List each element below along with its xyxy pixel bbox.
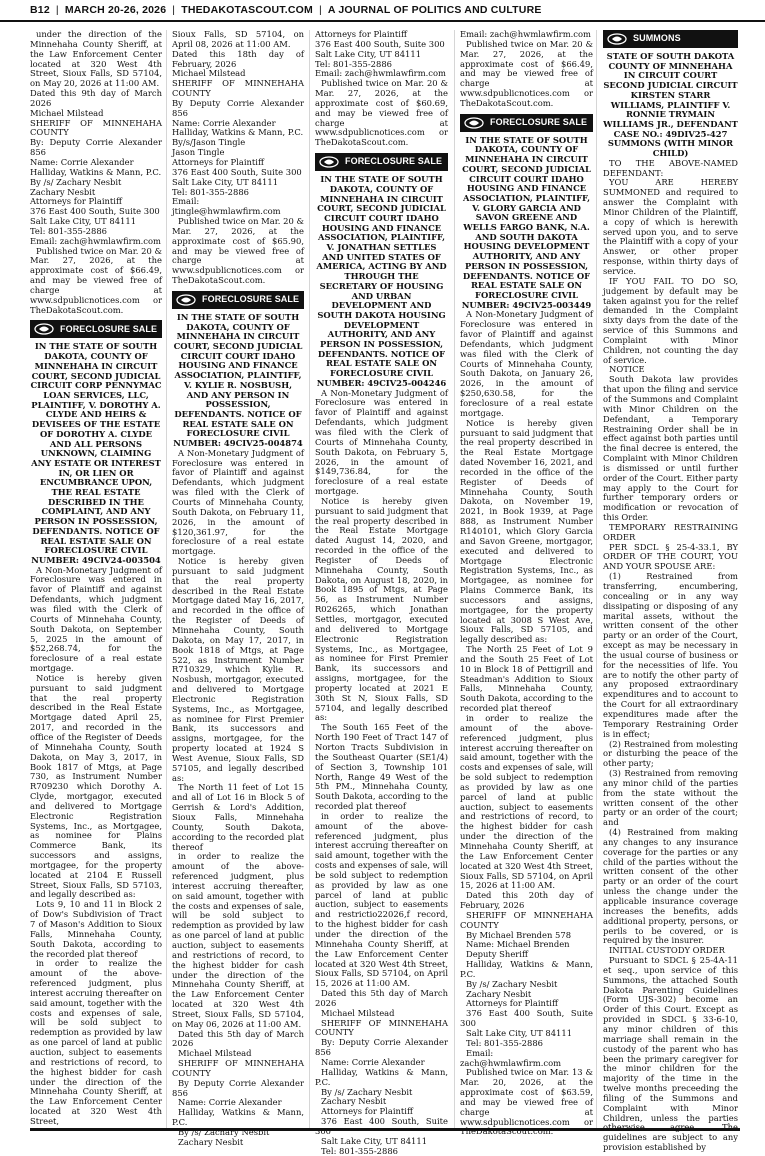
foreclosure-sale-banner <box>315 153 448 171</box>
notice-paragraph: A Non-Monetary Judgment of Foreclosure was entered in favor of Plaintiff and against Defendants, which judgment was filed with the Clerk of Courts of Minnehaha County, South Dakota, on January 26, 2026, in the amount of $250,630.58, for the foreclosure of a real estate mortgage. <box>460 309 593 418</box>
notice-paragraph: By Michael Brenden 578 <box>466 929 572 940</box>
notice-paragraph: Halliday, Watkins & Mann, P.C. <box>172 127 304 138</box>
notice-body <box>30 566 162 1127</box>
notice-paragraph: in order to realize the amount of the above-referenced judgment, plus interest accruing thereafter on said amount, together with the costs and expenses of sale, will be sold subject to redemption as provided by law as one parcel of land at public auction, subject to easements and restrictio22026,f record, to the highest bidder for cash under the direction of the Minnehaha County Sheriff, at the Law Enforcement Center located at 320 West 4th Street, Sioux Falls, SD 57104, on April 15, 2026 at 11:00 AM. <box>315 810 448 989</box>
notice-paragraph: Salt Lake City, UT 84111 <box>466 1028 573 1038</box>
notice-paragraph: SHERIFF OF MINNEHAHA COUNTY <box>30 117 162 138</box>
notice-paragraph: Attorneys for Plaintiff <box>172 156 264 167</box>
notice-paragraph: Michael Milstead <box>178 1048 252 1059</box>
notice-paragraph: The South 165 Feet of the North 190 Feet of Tract 147 of Norton Tracts Subdivision in the Southeast Quarter (SE1/4) of Section 3, Township 101 North, Range 49 West of the 5th PM., Minnehaha County, South Dakota, according to the recorded plat thereof <box>315 722 448 812</box>
notice-paragraph: Salt Lake City, UT 84111 <box>30 216 137 227</box>
masthead <box>0 0 765 22</box>
notice-paragraph: Michael Milstead <box>172 68 246 79</box>
notice-tail <box>30 30 162 315</box>
separator: | <box>318 4 322 16</box>
notice-paragraph: By /s/ Zachary Nesbit <box>466 978 558 989</box>
scout-logo-icon <box>606 32 628 46</box>
notice-paragraph: Tel: 801-355-2886 <box>30 225 107 236</box>
notice-paragraph: Published twice on Mar. 20 & Mar. 27, 2026, at the approximate cost of $65.90, and may be viewed free of charge at www.sdpublicnotices.com or TheDakotaScout.com. <box>172 216 304 286</box>
notice-paragraph: The North 25 Feet of Lot 9 and the South 25 Feet of Lot 10 in Block 18 of Pettigrill and Steadman's Addition to Sioux Falls, Minnehaha County, South Dakota, according to the recorded plat thereof <box>460 644 593 714</box>
notice-paragraph: The North 11 feet of Lot 15 and all of Lot 16 in Block 5 of Gerrish & Lord's Addition, Sioux Falls, Minnehaha County, South Dakota, according to the recorded plat thereof <box>172 782 304 852</box>
notice-paragraph: South Dakota law provides that upon the filing and service of the Summons and Complaint with Minor Children on the Defendant, a Temporary Restraining Order shall be in effect against both parties until the final decree is entered, the Complaint with Minor Children is dismissed or until further order of the Court. Either party may apply to the Court for further temporary orders or modification or revocation of this Order. <box>603 374 738 523</box>
bottom-rule <box>30 1128 740 1131</box>
notice-paragraph: Lots 9, 10 and 11 in Block 2 of Dow's Subdivision of Tract 7 of Mason's Addition to Sioux Falls, Minnehaha County, South Dakota, according to the recorded plat thereof <box>30 899 162 959</box>
foreclosure-sale-banner <box>460 114 593 132</box>
notice-paragraph: Salt Lake City, UT 84111 <box>315 48 422 59</box>
notice-paragraph: Notice is hereby given pursuant to said judgment that the real property described in the Real Estate Mortgage dated November 16, 2021, and recorded in the office of the Register of Deeds of Minnehaha County, South Dakota, on November 19, 2021, in Book 1939, at Page 888, as Instrument Number R140101, which Glory Garcia and Savon Greene, mortgagor, executed and delivered to Mortgage Electronic Registration Systems, Inc., as Mortgagee, as nominee for Plains Commerce Bank, its successors and assigns, mortgagee, for the property located at 3008 S West Ave, Sioux Falls, SD 57105, and legally described as: <box>460 417 593 645</box>
notice-tail <box>315 30 448 148</box>
notice-paragraph: Email: zach@hwmlawfirm.com <box>460 1047 562 1068</box>
notice-paragraph: A Non-Monetary Judgment of Foreclosure was entered in favor of Plaintiff and against Defendants, which judgment was filed with the Clerk of Courts of Minnehaha County, South Dakota, on February 11, 2026, in the amount of $120,361.97, for the foreclosure of a real estate mortgage. <box>172 447 304 557</box>
notice-paragraph: Notice is hereby given pursuant to said judgment that the real property described in the Real Estate Mortgage dated April 25, 2017, and recorded in the office of the Register of Deeds of Minnehaha County, South Dakota, on May 3, 2017, in Book 1817 of Mtgs, at Page 730, as Instrument Number R709230 which Dorothy A. Clyde, mortgagor, executed and delivered to Mortgage Electronic Registration Systems, Inc., as Mortgagee, as nominee for Plains Commerce Bank, its successors and assigns, mortgagee, for the property located at 2104 E Russell Street, Sioux Falls, SD 57103, and legally described as: <box>30 672 162 900</box>
notice-paragraph: SHERIFF OF MINNEHAHA COUNTY <box>172 78 304 99</box>
notice-paragraph: Name: Corrie Alexander <box>172 117 276 128</box>
scout-logo-icon <box>318 155 340 169</box>
notice-paragraph: Dated this 20th day of February, 2026 <box>460 890 593 911</box>
page-number: B12 <box>30 4 50 16</box>
notice-paragraph: Dated this 5th day of March 2026 <box>315 988 448 1008</box>
tagline: A JOURNAL OF POLITICS AND CULTURE <box>327 4 542 16</box>
notice-paragraph: Email: zach@hwmlawfirm.com <box>460 29 591 39</box>
notice-paragraph: Published twice on Mar. 20 & Mar. 27, 2026, at the approximate cost of $60.69, and may be viewed free of charge at www.sdpublicnotices.com or TheDakotaScout.com. <box>315 78 448 148</box>
notice-paragraph: Michael Milstead <box>321 1007 395 1018</box>
notice-paragraph: under the direction of the Minnehaha County Sheriff, at the Law Enforcement Center located at 320 West 4th Street, Sioux Falls, SD 57104, on May 20, 2026 at 11:00 AM. <box>30 29 162 89</box>
notice-paragraph: Notice is hereby given pursuant to said judgment that the real property described in the Real Estate Mortgage dated May 16, 2017, and recorded in the office of the Register of Deeds of Minnehaha County, South Dakota, on May 17, 2017, in Book 1818 of Mtgs, at Page 522, as Instrument Number R710329, which Kylie R. Nosbush, mortgagor, executed and delivered to Mortgage Electronic Registration Systems, Inc., as Mortgagee, as nominee for First Premier Bank, its successors and assigns, mortgagee, for the property located at 1924 S West Avenue, Sioux Falls, SD 57105, and legally described as: <box>172 556 304 783</box>
notice-paragraph: SHERIFF OF MINNEHAHA COUNTY <box>315 1017 448 1038</box>
column-1 <box>30 30 162 1128</box>
notice-heading: IN THE STATE OF SOUTH DAKOTA, COUNTY OF MINNEHAHA IN CIRCUIT COURT, SECOND JUDICIAL CIRCUIT COURT IDAHO HOUSING AND FINANCE ASSOCIATION, PLAINTIFF, V. JONATHAN SETTLES AND UNITED STATES OF AMERICA, ACTING BY AND THROUGH THE SECRETARY OF HOUSING AND URBAN DEVELOPMENT AND SOUTH DAKOTA HOUSING DEVELOPMENT AUTHORITY, AND ANY PERSON IN POSSESSION, DEFENDANTS. NOTICE OF REAL ESTATE SALE ON FORECLOSURE CIVIL NUMBER: 49CIV25-004246 <box>316 174 447 388</box>
notice-tail <box>460 30 593 109</box>
notice-paragraph: TEMPORARY RESTRAINING ORDER <box>603 521 738 542</box>
notice-paragraph: Zachary Nesbit <box>30 186 96 197</box>
notice-body <box>460 310 593 1137</box>
notices-grid <box>30 29 740 1156</box>
notice-body <box>315 389 448 1156</box>
banner-label: FORECLOSURE SALE <box>60 323 158 334</box>
notice-paragraph: Halliday, Watkins & Mann, P.C. <box>460 959 593 979</box>
notice-paragraph: Notice is hereby given pursuant to said judgment that the real property described in the Real Estate Mortgage dated August 14, 2020, and recorded in the office of the Register of Deeds of Minnehaha County, South Dakota, on August 18, 2020, in Book 1895 of Mtgs, at Page 56, as Instrument Number R026265, which Jonathan Settles, mortgagor, executed and delivered to Mortgage Electronic Registration Systems, Inc., as Mortgagee, as nominee for First Premier Bank, its successors and assigns, mortgagee, for the property located at 2021 E 30th St N, Sioux Falls, SD 57104, and legally described as: <box>315 495 448 723</box>
notice-paragraph: Halliday, Watkins & Mann, P.C. <box>30 166 162 177</box>
notice-paragraph: Halliday, Watkins & Mann, P.C. <box>172 1107 304 1128</box>
notice-paragraph: Name: Corrie Alexander <box>30 156 134 167</box>
summons-banner <box>603 30 738 48</box>
notice-paragraph: Published twice on Mar. 20 & Mar. 27, 2026, at the approximate cost of $66.49, and may be viewed free of charge at www.sdpublicnotices.com or TheDakotaScout.com. <box>460 38 593 108</box>
notice-paragraph: Tel: 801-355-2886 <box>315 58 392 69</box>
notice-heading: IN THE STATE OF SOUTH DAKOTA, COUNTY OF MINNEHAHA IN CIRCUIT COURT, SECOND JUDICIAL CIRCUIT COURT IDAHO HOUSING AND FINANCE ASSOCIATION, PLAINTIFF, V. GLORY GARCIA AND SAVON GREENE AND WELLS FARGO BANK, N.A. AND SOUTH DAKOTA HOUSING DEVELOPMENT AUTHORITY, AND ANY PERSON IN POSSESSION, DEFENDANTS. NOTICE OF REAL ESTATE SALE ON FORECLOSURE CIVIL NUMBER: 49CIV25-003449 <box>461 134 592 310</box>
notice-paragraph: 376 East 400 South, Suite 300 <box>172 166 302 177</box>
banner-label: FORECLOSURE SALE <box>202 294 300 305</box>
notice-paragraph: Dated this 5th day of March 2026 <box>172 1028 304 1049</box>
notice-paragraph: (3) Restrained from removing any minor child of the parties from the state without the written consent of the other party or an order of the court; and <box>603 768 738 828</box>
notice-heading: STATE OF SOUTH DAKOTA COUNTY OF MINNEHAHA IN CIRCUIT COURT SECOND JUDICIAL CIRCUIT KIRSTEN STARR WILLIAMS, PLAINTIFF V. RONNIE TRYMAIN WILLIAMS JR., DEFENDANT CASE NO.: 49DIV25-427 SUMMONS (WITH MINOR CHILD) <box>603 51 738 159</box>
notice-paragraph: (4) Restrained from making any changes to any insurance coverage for the parties or any child of the parties without the written consent of the other party or an order of the court unless the change under the applicable insurance coverage increases the benefits, adds additional property, persons, or perils to be covered, or is required by the insurer. <box>603 827 738 946</box>
notice-paragraph: Zachary Nesbit <box>321 1096 387 1107</box>
notice-paragraph: By /s/ Zachary Nesbit <box>30 176 122 187</box>
banner-label: FORECLOSURE SALE <box>345 156 443 167</box>
notice-paragraph: Email: zach@hwmlawfirm.com <box>315 68 446 79</box>
scout-logo-icon <box>463 116 485 130</box>
issue-date: MARCH 20-26, 2026 <box>64 4 167 16</box>
notice-paragraph: INITIAL CUSTODY ORDER <box>609 945 725 956</box>
notice-paragraph: Name: Corrie Alexander <box>321 1056 425 1067</box>
notice-heading: IN THE STATE OF SOUTH DAKOTA, COUNTY OF MINNEHAHA IN CIRCUIT COURT, SECOND JUDICIAL CIRCUIT COURT IDAHO HOUSING AND FINANCE ASSOCIATION, PLAINTIFF, V. KYLIE R. NOSBUSH, AND ANY PERSON IN POSSESSION, DEFENDANTS. NOTICE OF REAL ESTATE SALE ON FORECLOSURE CIVIL NUMBER: 49CIV25-004874 <box>173 311 303 449</box>
notice-paragraph: Name: Corrie Alexander <box>178 1097 282 1108</box>
column-2 <box>172 29 304 1147</box>
notice-paragraph: Halliday, Watkins & Mann, P.C. <box>315 1066 448 1087</box>
column-3 <box>315 29 448 1156</box>
notice-paragraph: 376 East 400 South, Suite 300 <box>30 206 160 217</box>
notice-paragraph: (2) Restrained from molesting or disturbing the peace of the other party; <box>603 738 738 769</box>
notice-paragraph: By Deputy Corrie Alexander 856 <box>172 1077 304 1098</box>
notice-paragraph: Email: zach@hwmlawfirm.com <box>30 235 161 246</box>
notice-paragraph: in order to realize the amount of the above-referenced judgment, plus interest accruing thereafter on said amount, together with the costs and expenses of sale, will be sold subject to redemption as provided by law as one parcel of land at public auction, subject to easements and restrictions of record, to the highest bidder for cash under the direction of the Minnehaha County Sheriff, at the Law Enforcement Center located at 320 West 4th Street, Sioux Falls, SD 57104, on April 15, 2026 at 11:00 AM. <box>460 713 593 891</box>
notice-paragraph: in order to realize the amount of the above-referenced judgment, plus interest accruing thereafter, on said amount, together with the costs and expenses of sale, will be sold subject to redemption as provided by law as one parcel of land at public auction, subject to easements and restrictions of record, to the highest bidder for cash under the direction of the Minnehaha County Sheriff, at the Law Enforcement Center located at 320 West 4th Street, Sioux Falls, SD 57104, on May 06, 2026 at 11:00 AM. <box>172 851 304 1029</box>
scout-logo-icon <box>175 293 197 307</box>
notice-paragraph: NOTICE <box>609 364 645 375</box>
notice-paragraph: Attorneys for Plaintiff <box>466 998 558 1009</box>
scout-logo-icon <box>33 322 55 336</box>
notice-paragraph: Attorneys for Plaintiff <box>30 196 122 207</box>
notice-paragraph: Salt Lake City, UT 84111 <box>321 1135 428 1146</box>
notice-paragraph: Jason Tingle <box>172 147 225 158</box>
column-5 <box>603 30 738 1153</box>
notice-paragraph: Deputy Sheriff <box>466 949 528 960</box>
notice-paragraph: Email: jtingle@hwmlawfirm.com <box>172 196 281 217</box>
notice-paragraph: Sioux Falls, SD 57104, on April 08, 2026 at 11:00 AM. <box>172 29 304 49</box>
notice-paragraph: A Non-Monetary Judgment of Foreclosure was entered in favor of Plaintiff and against Defendants, which judgment was filed with the Clerk of Courts of Minnehaha County, South Dakota, on September 5, 2025 in the amount of $52,268.74, for the foreclosure of a real estate mortgage. <box>30 564 162 674</box>
notice-heading: IN THE STATE OF SOUTH DAKOTA, COUNTY OF MINNEHAHA IN CIRCUIT COURT, SECOND JUDICIAL CIRCUIT CORP PENNYMAC LOAN SERVICES, LLC, PLAINTIFF, V. DOROTHY A. CLYDE AND HEIRS & DEVISEES OF THE ESTATE OF DOROTHY A. CLYDE AND ALL PERSONS UNKNOWN, CLAIMING ANY ESTATE OR INTEREST IN, OR LIEN OR ENCUMBRANCE UPON, THE REAL ESTATE DESCRIBED IN THE COMPLAINT, AND ANY PERSON IN POSSESSION, DEFENDANTS. NOTICE OF REAL ESTATE SALE ON FORECLOSURE CIVIL NUMBER: 49CIV24-003504 <box>30 341 162 565</box>
notice-body <box>172 449 304 1148</box>
notice-paragraph: Dated this 18th day of February, 2026 <box>172 48 304 69</box>
notice-paragraph: TO THE ABOVE-NAMED DEFENDANT: <box>603 157 738 178</box>
notice-paragraph: Attorneys for Plaintiff <box>315 29 407 39</box>
notice-paragraph: Published twice on Mar. 13 & Mar. 20, 2026, at the approximate cost of $63.59, and may be viewed free of charge at www.sdpublicnotices.com or TheDakotaScout.com. <box>460 1067 593 1137</box>
notice-paragraph: (1) Restrained from transferring, encumbering, concealing or in any way dissipating or disposing of any marital assets, without the written consent of the other party or an order of the Court, except as may be necessary in the usual course of business or for the necessities of life. You are to notify the other party of any proposed extraordinary expenditures and to account to the Court for all extraordinary expenditures made after the Temporary Restraining Order is in effect; <box>603 571 738 739</box>
notice-paragraph: A Non-Monetary Judgment of Foreclosure was entered in favor of Plaintiff and against Defendants, which judgment was filed with the Clerk of Courts of Minnehaha County, South Dakota, on February 5, 2026, in the amount of $149,736.84, for the foreclosure of a real estate mortgage. <box>315 387 448 497</box>
notice-tail <box>172 30 304 286</box>
notice-paragraph: SHERIFF OF MINNEHAHA COUNTY <box>172 1058 304 1078</box>
notice-paragraph: Attorneys for Plaintiff <box>321 1106 413 1117</box>
notice-paragraph: By: Deputy Corrie Alexander 856 <box>30 137 162 158</box>
notice-paragraph: Tel: 801-355-2886 <box>321 1145 398 1156</box>
separator: | <box>172 4 176 16</box>
notice-paragraph: in order to realize the amount of the above-referenced judgment, plus interest accruing thereafter on said amount, together with the costs and expenses of sale, will be sold subject to redemption as provided by law as one parcel of land at public auction, subject to easements and restrictions of record, to the highest bidder for cash under the direction of the Minnehaha County Sheriff, at the Law Enforcement Center located at 320 West 4th Street, <box>30 958 162 1126</box>
banner-label: FORECLOSURE SALE <box>490 116 588 127</box>
notice-paragraph: 376 East 400 South, Suite 300 <box>460 1008 593 1029</box>
foreclosure-sale-banner <box>30 320 162 338</box>
column-4 <box>460 29 593 1137</box>
notice-paragraph: By /s/ Zachary Nesbit <box>178 1127 270 1137</box>
foreclosure-sale-banner <box>172 291 304 309</box>
notice-paragraph: SHERIFF OF MINNEHAHA COUNTY <box>460 909 593 930</box>
notice-body <box>603 159 738 1153</box>
notice-paragraph: Zachary Nesbit <box>466 988 532 999</box>
notice-paragraph: Dated this 9th day of March 2026 <box>30 88 162 108</box>
notice-paragraph: Michael Milstead <box>30 107 104 118</box>
notice-paragraph: By: Deputy Corrie Alexander 856 <box>315 1037 448 1058</box>
notice-paragraph: 376 East 400 South, Suite 300 <box>315 38 445 49</box>
banner-label: SUMMONS <box>633 33 681 44</box>
notice-paragraph: PER SDCL § 25-4-33.1, BY ORDER OF THE COURT, YOU AND YOUR SPOUSE ARE: <box>603 541 738 572</box>
notice-paragraph: Name: Michael Brenden <box>466 939 570 950</box>
notice-paragraph: YOU ARE HEREBY SUMMONED and required to answer the Complaint with Minor Children of the Plaintiff, a copy of which is herewith served upon you, and to serve the Plaintiff with a copy of your Answer, or other proper response, within thirty days of service. <box>603 177 738 277</box>
notice-paragraph: By Deputy Corrie Alexander 856 <box>172 97 304 118</box>
notice-paragraph: Pursuant to SDCL § 25-4A-11 et seq., upon service of this Summons, the attached South Dakota Parenting Guidelines (Form UJS-302) become an Order of this Court. Except as provided in SDCL § 33-6-10, any minor children of this marriage shall remain in the custody of the parent who has been the primary caregiver for the minor children for the majority of the time in the twelve months preceeding the filing of the Summons and Complaint with Minor Children, unless the parties otherwise agree. The guidelines are subject to any provision established by <box>603 955 738 1153</box>
notice-paragraph: Tel: 801-355-2886 <box>172 186 249 197</box>
notice-paragraph: By /s/ Zachary Nesbit <box>321 1086 413 1097</box>
notice-paragraph: 376 East 400 South, Suite 300 <box>315 1116 448 1136</box>
notice-paragraph: By/s/Jason Tingle <box>172 137 246 148</box>
notice-paragraph: Tel: 801-355-2886 <box>466 1037 543 1048</box>
separator: | <box>55 4 59 16</box>
site-name: THEDAKOTASCOUT.COM <box>181 4 313 16</box>
notice-paragraph: Salt Lake City, UT 84111 <box>172 176 279 187</box>
notice-paragraph: Zachary Nesbit <box>178 1136 244 1147</box>
notice-paragraph: Published twice on Mar. 20 & Mar. 27, 2026, at the approximate cost of $66.49, and may be viewed free of charge at www.sdpublicnotices.com or TheDakotaScout.com. <box>30 245 162 315</box>
notice-paragraph: IF YOU FAIL TO DO SO, judgement by default may be taken against you for the relief demanded in the Complaint sixty days from the date of the service of this Summons and Complaint with Minor Children, not counting the day of service. <box>603 275 738 365</box>
